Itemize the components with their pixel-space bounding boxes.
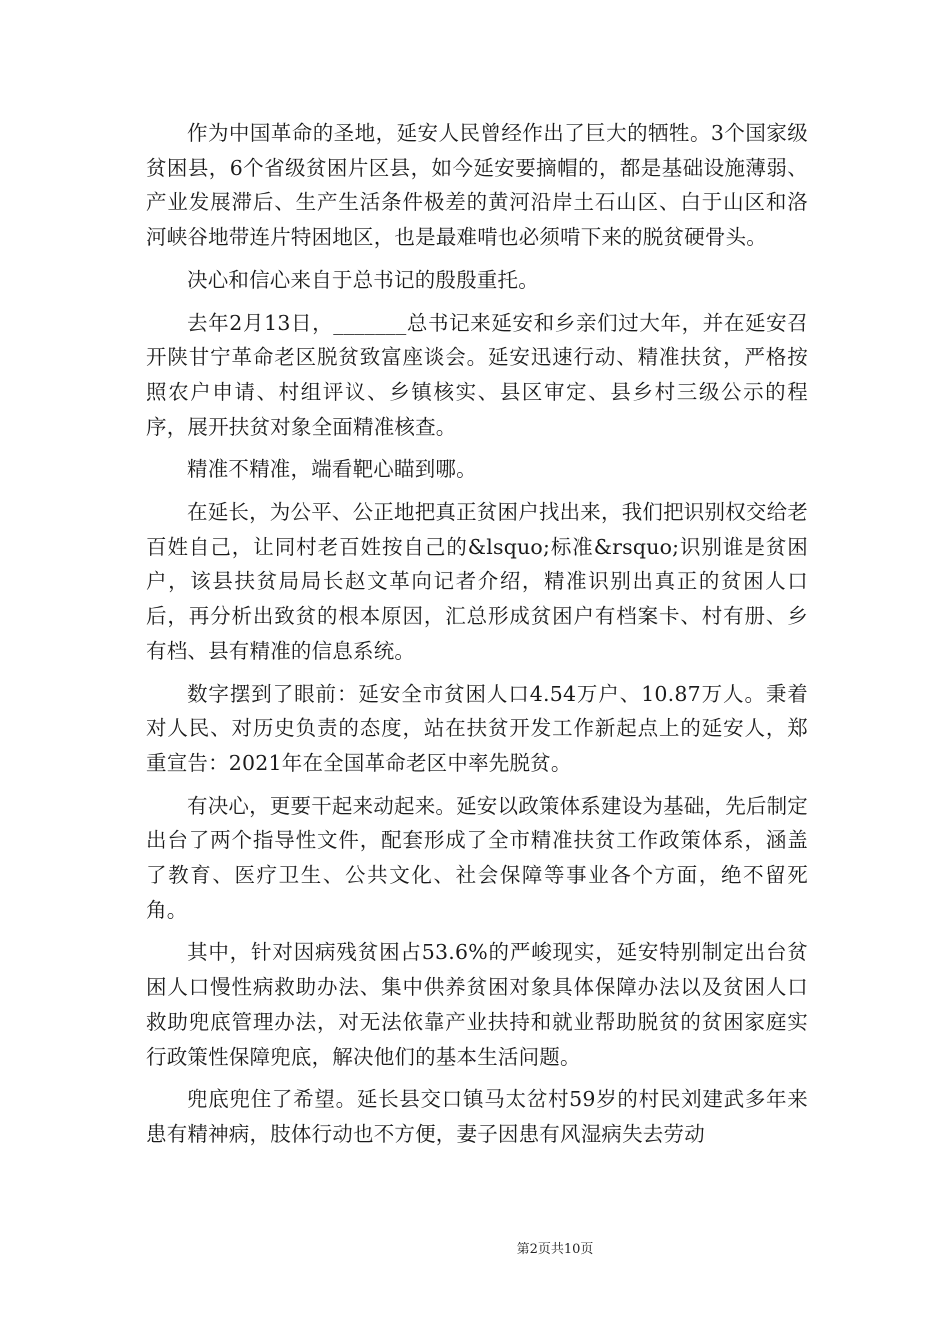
paragraph: 作为中国革命的圣地，延安人民曾经作出了巨大的牺牲。3个国家级贫困县，6个省级贫困片区县，如今延安要摘帽的，都是基础设施薄弱、产业发展滞后、生产生活条件极差的黄河沿岸土石山区、白于山区和洛河峡谷地带连片特困地区，也是最难啃也必须啃下来的脱贫硬骨头。: [146, 121, 808, 250]
document-body: [146, 116, 808, 1160]
paragraph: 有决心，更要干起来动起来。延安以政策体系建设为基础，先后制定出台了两个指导性文件，配套形成了全市精准扶贫工作政策体系，涵盖了教育、医疗卫生、公共文化、社会保障等事业各个方面，绝不留死角。: [146, 793, 808, 922]
paragraph: 数字摆到了眼前：延安全市贫困人口4.54万户、10.87万人。秉着对人民、对历史负责的态度，站在扶贫开发工作新起点上的延安人，郑重宣告：2021年在全国革命老区中率先脱贫。: [146, 681, 808, 775]
paragraph: 决心和信心来自于总书记的殷殷重托。: [187, 267, 539, 292]
paragraph: 其中，针对因病残贫困占53.6%的严峻现实，延安特别制定出台贫困人口慢性病救助办法、集中供养贫困对象具体保障办法以及贫困人口救助兜底管理办法，对无法依靠产业扶持和就业帮助脱贫的贫困家庭实行政策性保障兜底，解决他们的基本生活问题。: [146, 940, 808, 1069]
paragraph: 在延长，为公平、公正地把真正贫困户找出来，我们把识别权交给老百姓自己，让同村老百姓按自己的&lsquo;标准&rsquo;识别谁是贫困户，该县扶贫局局长赵文革向记者介绍，精准识别出真正的贫困人口后，再分析出致贫的根本原因，汇总形成贫困户有档案卡、村有册、乡有档、县有精准的信息系统。: [146, 500, 808, 663]
page-number-footer: 第2页共10页: [516, 1242, 594, 1257]
paragraph: 去年2月13日，_______总书记来延安和乡亲们过大年，并在延安召开陕甘宁革命老区脱贫致富座谈会。延安迅速行动、精准扶贫，严格按照农户申请、村组评议、乡镇核实、县区审定、县乡村三级公示的程序，展开扶贫对象全面精准核查。: [146, 310, 808, 439]
paragraph: 兜底兜住了希望。延长县交口镇马太岔村59岁的村民刘建武多年来患有精神病，肢体行动也不方便，妻子因患有风湿病失去劳动: [146, 1087, 808, 1146]
paragraph: 精准不精准，端看靶心瞄到哪。: [187, 457, 477, 482]
